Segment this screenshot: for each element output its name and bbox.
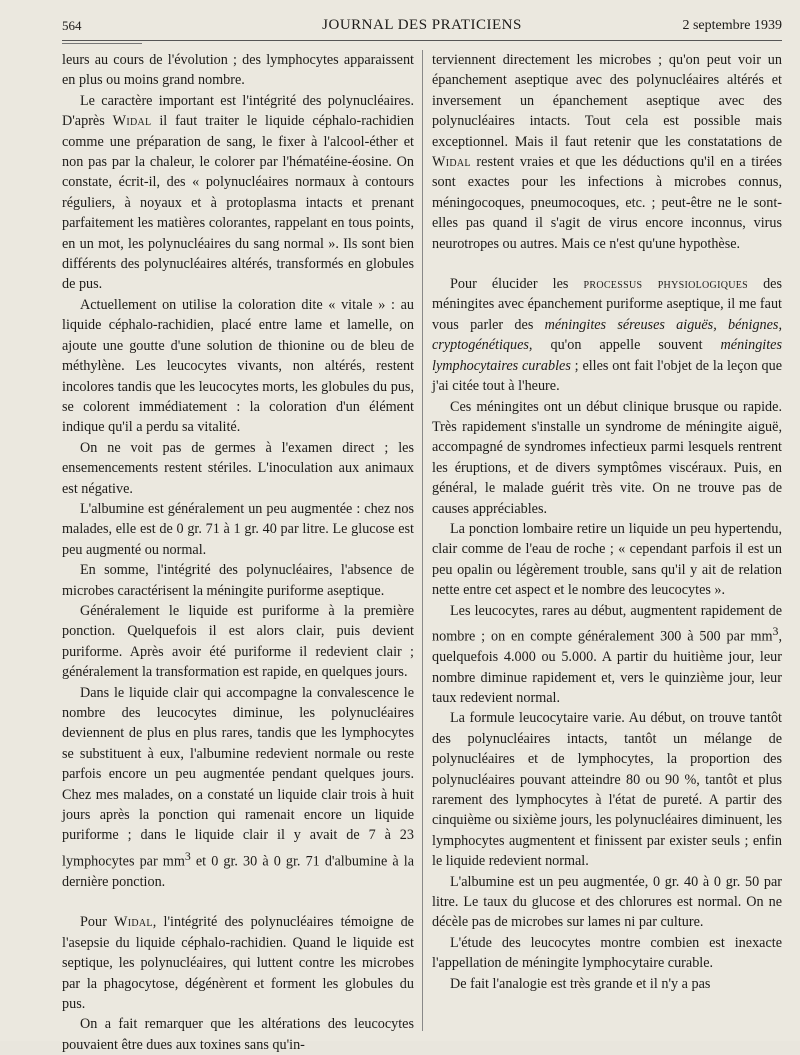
author-name: Widal [112,113,152,130]
paragraph: De fait l'analogie est très grande et il n'y a pas [450,975,711,992]
paragraph: Ces méningites ont un début clinique brusque ou rapide. Très rapidement s'installe un syndrome de méningite aiguë, accompagné de syndromes infectieux parmi lesquels rentrent les éruptions, et de divers symptômes viscéraux. Puis, en général, le malade guérit très vite. On ne trouve pas de causes appréciables. [432,398,782,517]
column-divider [422,50,423,1031]
header-rule-short [62,43,142,44]
paragraph: Dans le liquide clair qui accompagne la convalescence le nombre des leucocytes diminue, les polynucléaires deviennent de plus en plus rares, tandis que les lymphocytes se substituent à eux, l'albumine redevient normale ou reste parfois encore un peu augmentée pendant quelques jours. Chez mes malades, on a constaté un liquide clair trois à huit jours après la ponction qui ramenait encore un liquide puriforme ; dans le liquide clair il y avait de 7 à 23 lymphocytes par $mm^3$ et 0 gr. 30 à 0 gr. 71 d'albumine à la dernière ponction. [62,684,414,890]
paragraph: La ponction lombaire retire un liquide un peu hypertendu, clair comme de l'eau de roche ; « cependant parfois il est un peu opalin ou légèrement trouble, sans qu'il y ait de relation nette entre cet aspect et le nombre des leucocytes ». [432,520,782,599]
paragraph: La formule leucocytaire varie. Au début, on trouve tantôt des polynucléaires intacts, tantôt un mélange de polynucléaires et de lymphocytes, la proportion des polynucléaires pouvant atteindre 80 ou 90 %, tantôt et plus rarement des lymphocytes à l'état de pureté. A partir des cinquième ou sixième jours, les polynucléaires diminuent, les lymphocytes augmentent et finissent par exister seuls ; enfin le liquide redevient normal. [432,710,782,870]
author-name: Widal [432,154,471,171]
paragraph: On a fait remarquer que les altérations des leucocytes pouvaient être dues aux toxines sans qu'in- [62,1016,414,1053]
paragraph: Le caractère important est l'intégrité des polynucléaires. D'après Widal il faut traiter le liquide céphalo-rachidien comme une préparation de sang, le fixer à l'alcool-éther et non pas par la chaleur, le colorer par l'hématéine-éosine. On constate, écrit-il, des « polynucléaires normaux à contours réguliers, à noyaux et à protoplasma intacts et prenant parfaitement les matières colorantes, rappelant en tous points, en un mot, les polynucléaires du sang normal ». Ils sont bien différents des polynucléaires altérés, transformés en globules de pus. [62,92,414,293]
issue-date: 2 septembre 1939 [682,18,782,33]
journal-title: JOURNAL DES PRATICIENS [322,17,522,33]
left-column [62,50,414,1053]
paragraph: Les leucocytes, rares au début, augmentent rapidement de nombre ; on en compte généralement 300 à 500 par $mm^3$, quelquefois 4.000 ou 5.000. A partir du huitième jour, leur nombre diminue rapidement et, vers le quinzième jour, leur taux redevient normal. [432,602,782,706]
paragraph: Généralement le liquide est puriforme à la première ponction. Quelquefois il est alors clair, puis devient puriforme. Après avoir été puriforme il redevient clair ; généralement la transformation est rapide, en quelques jours. [62,602,414,681]
paragraph: En somme, l'intégrité des polynucléaires, l'absence de microbes caractérisent la méningite puriforme aseptique. [62,562,414,599]
header-rule [62,40,782,41]
paragraph: L'albumine est généralement un peu augmentée : chez nos malades, elle est de 0 gr. 71 à 1 gr. 40 par litre. Le glucose est peu augmenté ou normal. [62,500,414,558]
paragraph: Pour élucider les processus physiologiques des méningites avec épanchement puriforme aseptique, il me faut vous parler des méningites séreuses aiguës, bénignes, cryptogénétiques, qu'on appelle souvent méningites lymphocytaires curables ; elles ont fait l'objet de la leçon que j'ai citée tout à l'heure. [432,276,783,395]
paragraph: On ne voit pas de germes à l'examen direct ; les ensemencements restent stériles. L'inoculation aux animaux est négative. [62,439,414,497]
paragraph: leurs au cours de l'évolution ; des lymphocytes apparaissent en plus ou moins grand nombre. [62,52,414,89]
right-column [432,50,782,1041]
paragraph: L'albumine est un peu augmentée, 0 gr. 40 à 0 gr. 50 par litre. Le taux du glucose et des chlorures est normal. On ne décèle pas de microbes sur lames ni par culture. [432,873,782,931]
author-name: Widal [114,914,153,931]
page-header [62,12,782,38]
section-keyword: processus physiologiques [583,276,749,293]
paragraph: L'étude des leucocytes montre combien est inexacte l'appellation de méningite lymphocytaire curable. [432,934,782,972]
paragraph: terviennent directement les microbes ; qu'on peut voir un épanchement aseptique avec des polynucléaires altérés et inversement un épanchement aseptique avec des polynucléaires intacts. Tout cela est possible mais exceptionnel. Mais il faut retenir que les constatations de Widal restent vraies et que les déductions qu'il en a tirées sont exactes pour les infections à microbes connus, méningocoques, pneumocoques, etc. ; peut-être ne le sont-elles pas quand il s'agit de virus encore inconnus, virus neurotropes ou autres. Mais ce n'est qu'une hypothèse. [432,52,782,252]
paragraph: Pour Widal, l'intégrité des polynucléaires témoigne de l'asepsie du liquide céphalo-rachidien. Quand le liquide est septique, les polynucléaires, qui luttent contre les microbes par la phagocytose, dégénèrent et forment les globules du pus. [62,914,414,1013]
paragraph: Actuellement on utilise la coloration dite « vitale » : au liquide céphalo-rachidien, placé entre lame et lamelle, on ajoute une goutte d'une solution de thionine ou de bleu de méthylène. Les leucocytes vivants, non altérés, restent incolores tandis que les leucocytes morts, les globules du pus, se colorent immédiatement : la coloration d'un élément indique qu'il a perdu sa vitalité. [62,296,414,436]
page-number: 564 [62,18,82,33]
